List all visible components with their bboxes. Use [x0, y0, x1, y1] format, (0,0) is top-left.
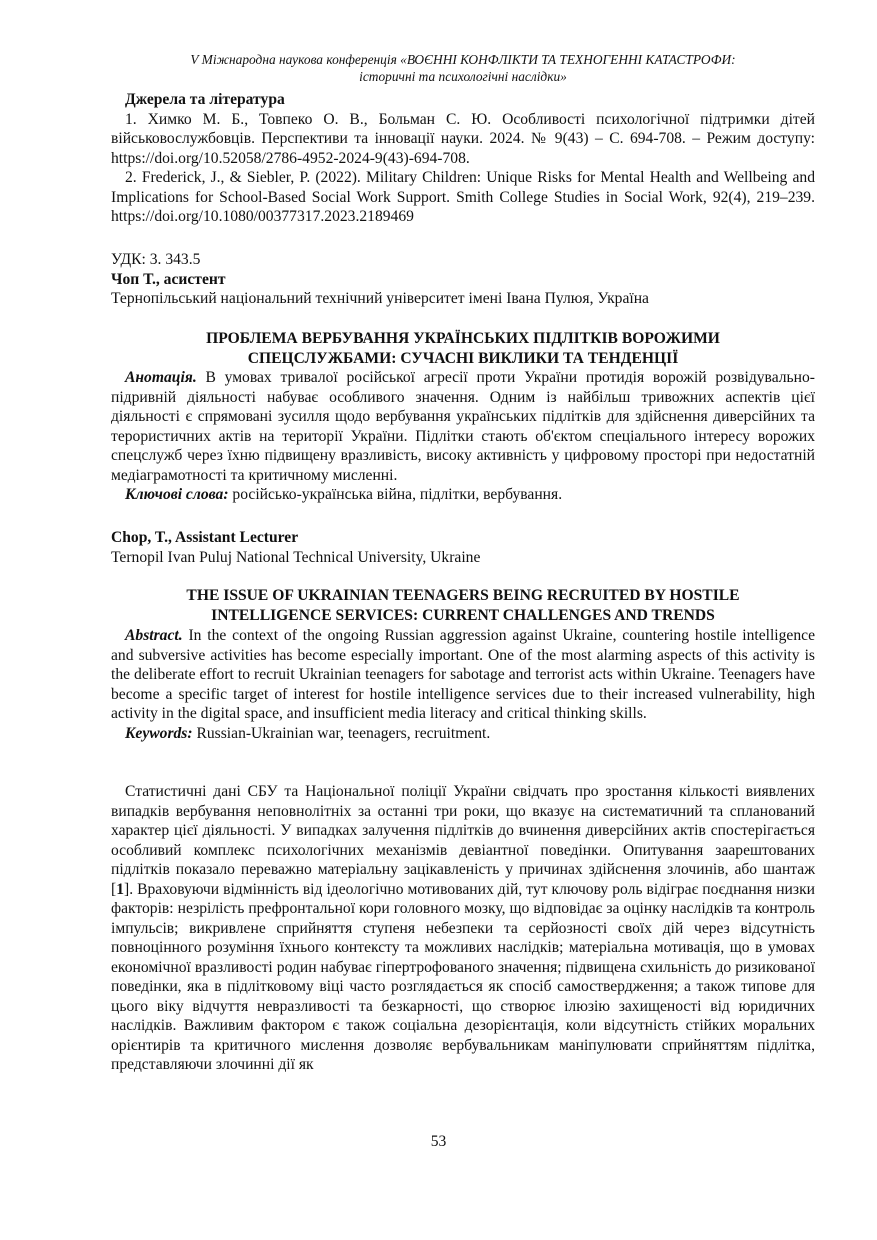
header-line-2: історичні та психологічні наслідки»	[359, 68, 567, 84]
ua-abstract-paragraph	[111, 368, 815, 485]
page-number: 53	[430, 1133, 447, 1150]
udc-code: УДК: 3. 343.5	[111, 251, 201, 268]
sources-section	[111, 90, 815, 227]
en-author: Chop, T., Assistant Lecturer	[111, 529, 299, 546]
ua-title	[111, 329, 815, 368]
en-abstract	[111, 626, 815, 743]
running-header	[111, 52, 815, 85]
ua-keywords-text: російсько-українська війна, підлітки, вербування.	[228, 486, 563, 503]
reference-1: 1. Химко М. Б., Товпеко О. В., Больман С. Ю. Особливості психологічної підтримки дітей військовослужбовців. Перспективи та інновації науки. 2024. № 9(43) – С. 694-708. – Режим доступу: https://doi.org/10.52058/2786-4952-2024-9(43)-694-708.	[111, 110, 815, 167]
ua-author: Чоп Т., асистент	[111, 270, 226, 288]
body-paragraph	[111, 782, 815, 1075]
ua-meta	[111, 250, 815, 309]
en-keywords-text: Russian-Ukrainian war, teenagers, recruitment.	[192, 724, 491, 742]
en-meta	[111, 528, 815, 567]
en-title-line-1: THE ISSUE OF UKRAINIAN TEENAGERS BEING RECRUITED BY HOSTILE	[186, 587, 740, 604]
ua-abstract	[111, 368, 815, 505]
body-text-part-2: ]. Враховуючи відмінність від ідеологічно мотивованих дій, тут ключову роль відіграє поєднання низки факторів: незрілість префронтальної кори головного мозку, що відповідає за оцінку наслідків та контроль імпульсів; викривлене сприйняття ступеня небезпеки та серйозності своїх дій через відсутність повноцінного розуміння їхнього контексту та можливих наслідків; матеріальна мотивація, що в умовах економічної вразливості родин набуває гіпертрофованого значення; підвищена схильність до ризикованої поведінки, яка в підлітковому віці часто розглядається як спосіб самоствердження; а також типове для цього віку відчуття невразливості та безкарності, що створює ілюзію захищеності від юридичних наслідків. Важливим фактором є також соціальна дезорієнтація, коли відсутність стійких моральних орієнтирів та критичного мислення дозволяє вербувальникам маніпулювати сприйняттям підлітка, представляючи злочинні дії як	[111, 880, 815, 1073]
body-text-part-1: Статистичні дані СБУ та Національної поліції України свідчать про зростання кількості виявлених випадків вербування неповнолітніх за останні три роки, що вказує на систематичний та спланований характер цієї діяльності. У випадках залучення підлітків до вчинення диверсійних актів спостерігається особливий комплекс психологічних механізмів девіантної поведінки. Опитування заарештованих підлітків показало переважно матеріальну зацікавленість у причинах здійснення злочинів, або шантаж [	[111, 783, 815, 898]
en-keywords-paragraph	[111, 724, 815, 744]
sources-title: Джерела та література	[125, 91, 285, 108]
en-abstract-label: Abstract.	[125, 627, 183, 644]
en-affiliation: Ternopil Ivan Puluj National Technical University, Ukraine	[111, 548, 481, 566]
ua-keywords-label: Ключові слова:	[125, 486, 229, 503]
ua-abstract-label: Анотація.	[125, 369, 197, 386]
ua-keywords-paragraph	[111, 485, 815, 505]
reference-2: 2. Frederick, J., & Siebler, P. (2022). Military Children: Unique Risks for Mental Health and Wellbeing and Implications for School-Based Social Work Support. Smith College Studies in Social Work, 92(4), 219–239. https://doi.org/10.1080/00377317.2023.2189469	[111, 169, 815, 225]
ua-title-line-2: СПЕЦСЛУЖБАМИ: СУЧАСНІ ВИКЛИКИ ТА ТЕНДЕНЦІЇ	[247, 349, 679, 367]
en-keywords-label: Keywords:	[125, 724, 193, 742]
en-title-line-2: INTELLIGENCE SERVICES: CURRENT CHALLENGES AND TRENDS	[211, 606, 715, 624]
ua-title-line-1: ПРОБЛЕМА ВЕРБУВАННЯ УКРАЇНСЬКИХ ПІДЛІТКІВ ВОРОЖИМИ	[206, 330, 720, 347]
citation-ref[interactable]: 1	[116, 880, 124, 898]
en-abstract-text: In the context of the ongoing Russian aggression against Ukraine, countering hostile intelligence and subversive activities has become especially important. One of the most alarming aspects of this activity is the deliberate effort to recruit Ukrainian teenagers for sabotage and terrorist acts within Ukraine. Teenagers have become a specific target of interest for hostile intelligence services due to their increased vulnerability, high activity in the digital space, and insufficient media literacy and critical thinking skills.	[111, 627, 815, 722]
ua-affiliation: Тернопільський національний технічний університет імені Івана Пулюя, Україна	[111, 290, 649, 307]
en-title	[111, 586, 815, 625]
header-line-1: V Міжнародна наукова конференція «ВОЄННІ КОНФЛІКТИ ТА ТЕХНОГЕННІ КАТАСТРОФИ:	[190, 52, 736, 67]
body-section	[111, 782, 815, 1075]
ua-abstract-text: В умовах тривалої російської агресії проти України протидія ворожій розвідувально-підривній діяльності набуває особливого значення. Одним із найбільш тривожних аспектів цієї діяльності є спрямовані зусилля щодо вербування українських підлітків для здійснення диверсійних та терористичних актів на території України. Підлітки стають об'єктом спеціального інтересу ворожих спецслужб через їхню підвищену вразливість, високу активність у цифровому просторі при недостатній медіаграмотності та критичному мисленні.	[111, 369, 815, 484]
en-abstract-paragraph	[111, 626, 815, 724]
